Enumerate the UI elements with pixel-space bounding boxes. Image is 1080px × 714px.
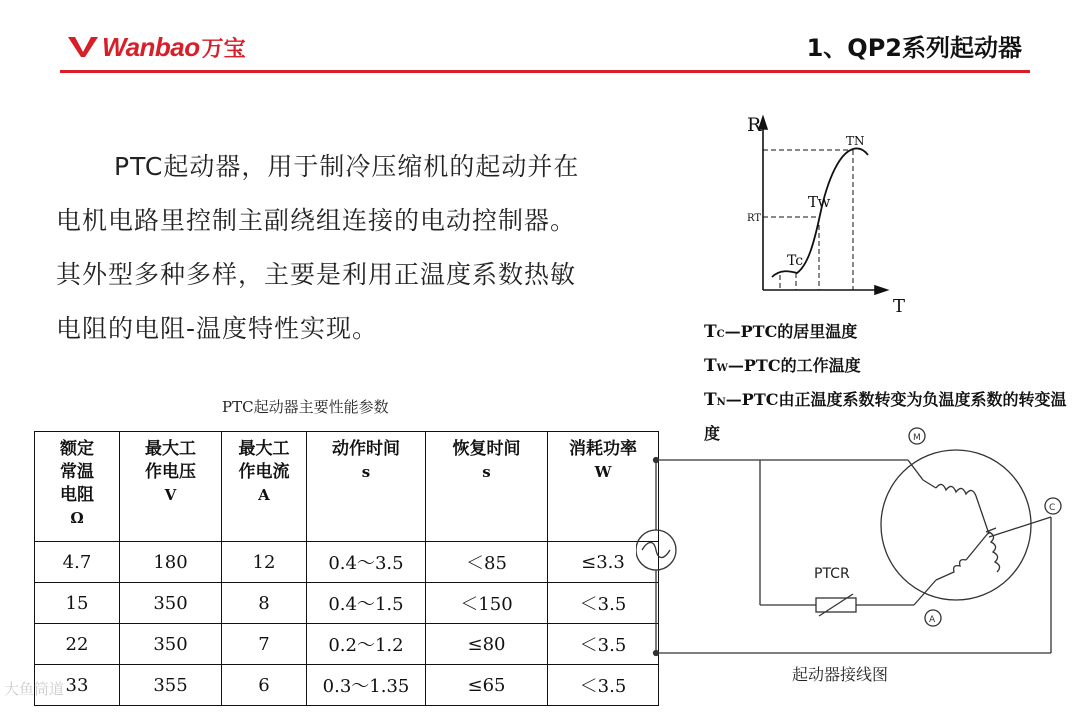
logo-chinese-text: 万宝 — [201, 36, 246, 62]
table-row — [35, 583, 659, 624]
table-cell: ＜85 — [426, 542, 548, 583]
aux-winding-2 — [936, 560, 966, 580]
table-caption: PTC起动器主要性能参数 — [222, 398, 389, 416]
table-cell: ≤80 — [426, 624, 548, 665]
table-cell: 6 — [222, 665, 307, 706]
table-cell: 0.4～3.5 — [307, 542, 426, 583]
wiring-caption: 起动器接线图 — [792, 665, 889, 684]
table-cell: 4.7 — [35, 542, 120, 583]
table-row — [35, 624, 659, 665]
table-cell: ≤65 — [426, 665, 548, 706]
header-cell: 最大工作电流 A — [222, 432, 307, 542]
rt-curve-diagram — [700, 105, 920, 315]
motor-circle — [881, 450, 1031, 600]
page-title: 1、QP2系列起动器 — [806, 34, 1022, 62]
table-cell: ＜150 — [426, 583, 548, 624]
header-cell: 动作时间 s — [307, 432, 426, 542]
intro-paragraph: PTC起动器，用于制冷压缩机的起动并在电机电路里控制主副绕组连接的电动控制器。其外型多种多样，主要是利用正温度系数热敏电阻的电阻-温度特性实现。 — [56, 152, 580, 343]
table-cell: 15 — [35, 583, 120, 624]
header-divider — [60, 70, 1030, 73]
header-cell: 额定常温电阻 Ω — [35, 432, 120, 542]
table-cell: 7 — [222, 624, 307, 665]
watermark-text: 大鱼筒道 — [4, 680, 65, 698]
table-cell: 355 — [120, 665, 222, 706]
logo-text: Wanbao — [102, 31, 200, 62]
table-cell: 0.4～1.5 — [307, 583, 426, 624]
table-cell: 0.2～1.2 — [307, 624, 426, 665]
table-cell: 180 — [120, 542, 222, 583]
table-cell: 33 — [35, 665, 120, 706]
terminal-c-label: C — [1049, 503, 1056, 513]
table-cell: 22 — [35, 624, 120, 665]
rt-label: RT — [747, 213, 762, 224]
legend-item-tc: TC—PTC的居里温度 — [704, 322, 858, 342]
table-row — [35, 665, 659, 706]
wanbao-logo-icon — [68, 35, 98, 59]
header-cell: 消耗功率 W — [548, 432, 659, 542]
wiring-diagram — [636, 420, 1072, 660]
table-row — [35, 542, 659, 583]
table-cell: 8 — [222, 583, 307, 624]
aux-winding-1 — [989, 532, 1000, 572]
legend-item-tw: TW—PTC的工作温度 — [704, 356, 861, 376]
main-winding — [936, 484, 989, 534]
legend-item-tn: TN—PTC由正温度系数转变为负温度系数的转变温度 — [704, 390, 1067, 443]
x-axis-arrow — [875, 286, 887, 294]
header-cell: 恢复时间 s — [426, 432, 548, 542]
table-header-row — [35, 432, 659, 542]
tn-label: TN — [846, 134, 865, 148]
brand-logo — [68, 30, 246, 64]
table-cell: ＜3.5 — [548, 665, 659, 706]
table-cell: ＜3.5 — [548, 624, 659, 665]
tc-label: Tc — [787, 253, 804, 269]
terminal-m-label: M — [913, 433, 921, 443]
table-cell: 350 — [120, 624, 222, 665]
header-cell: 最大工作电压 V — [120, 432, 222, 542]
ptcr-label: PTCR — [814, 566, 850, 582]
tw-label: Tw — [808, 193, 831, 211]
table-cell: 12 — [222, 542, 307, 583]
table-cell: ＜3.5 — [548, 583, 659, 624]
performance-table — [34, 431, 659, 706]
table-cell: ≤3.3 — [548, 542, 659, 583]
terminal-a-label: A — [929, 615, 936, 625]
x-axis-label: T — [893, 296, 906, 315]
y-axis-label: R — [747, 114, 762, 136]
table-cell: 350 — [120, 583, 222, 624]
table-cell: 0.3～1.35 — [307, 665, 426, 706]
